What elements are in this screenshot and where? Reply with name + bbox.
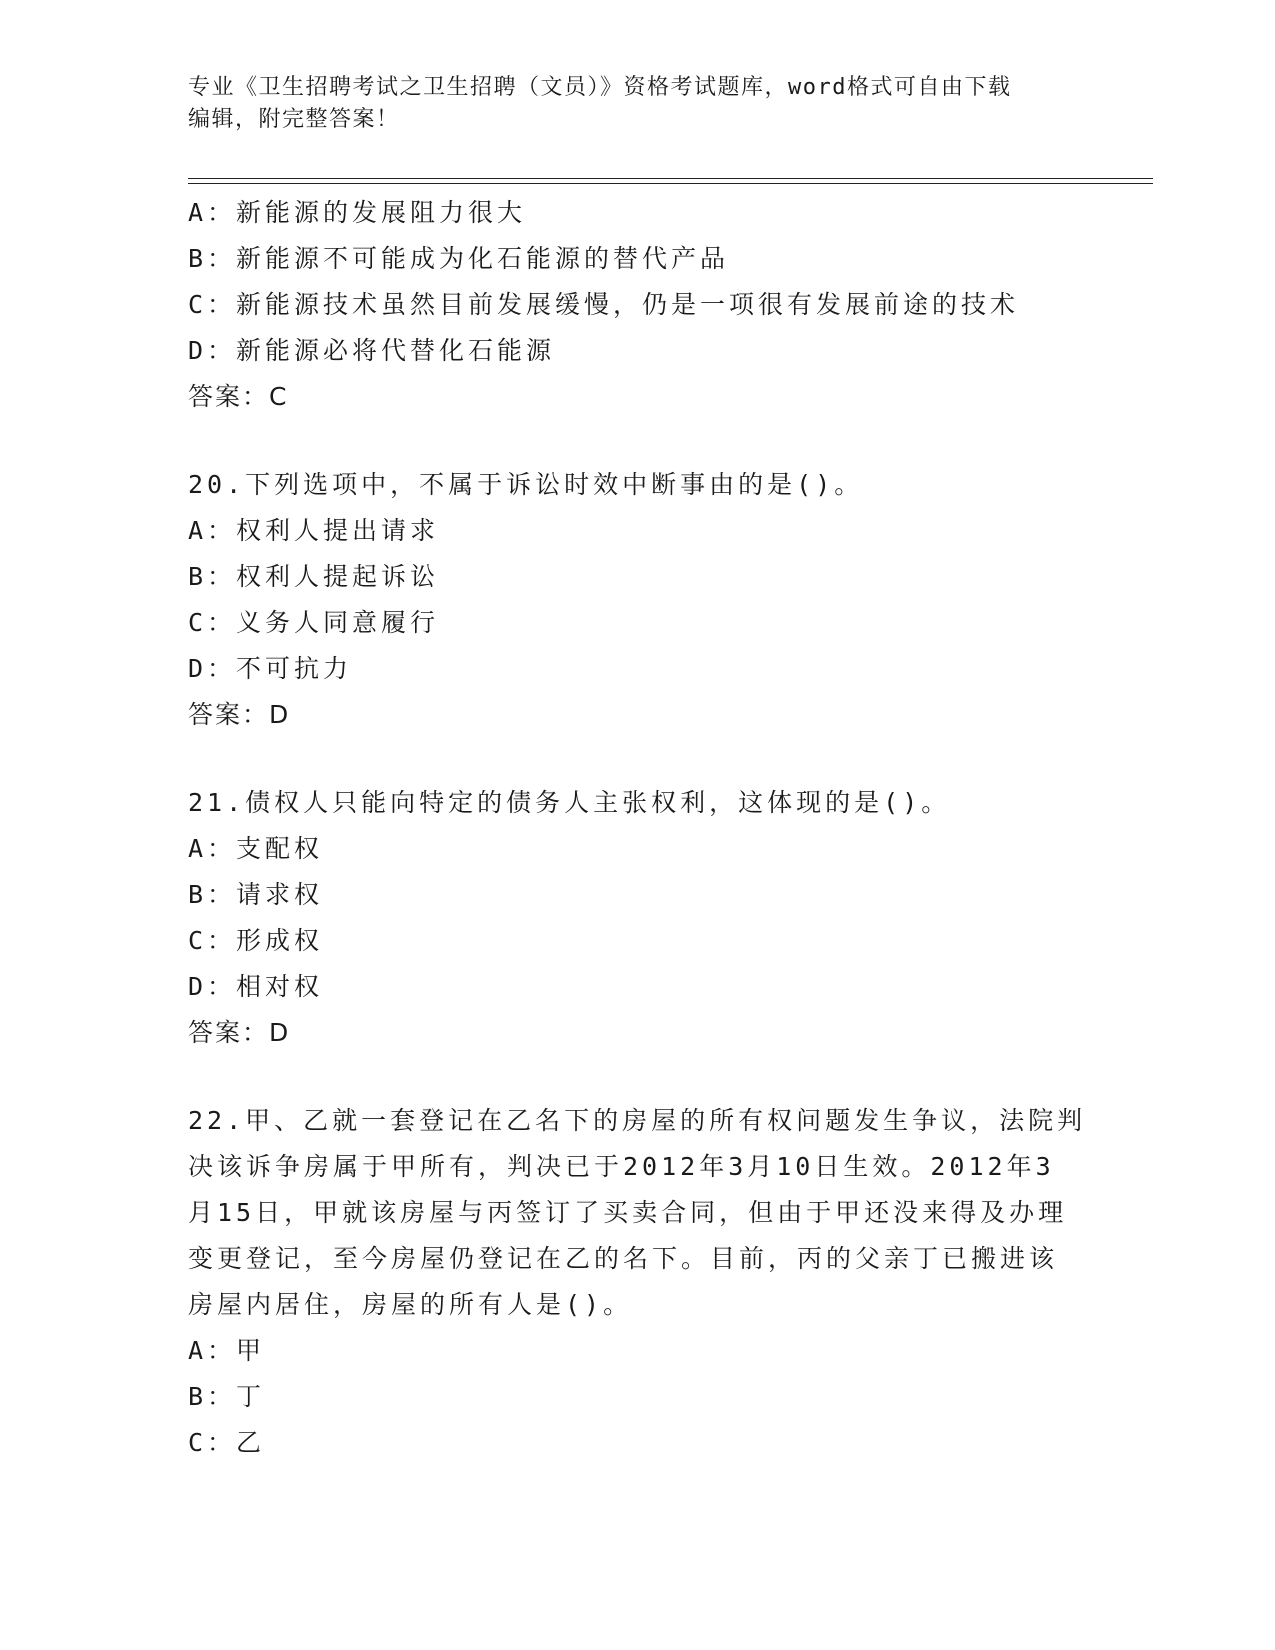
option-a: A：新能源的发展阻力很大 — [188, 198, 527, 227]
question-stem-line: 22.甲、乙就一套登记在乙名下的房屋的所有权问题发生争议，法院判 — [188, 1106, 1087, 1135]
spacer — [188, 1056, 1088, 1098]
question-20 — [188, 462, 1088, 738]
option-c: C：形成权 — [188, 926, 324, 955]
spacer — [188, 420, 1088, 462]
option-d: D：不可抗力 — [188, 654, 353, 683]
question-21 — [188, 780, 1088, 1056]
question-stem — [188, 1098, 1088, 1328]
document-header — [188, 72, 1088, 136]
option-c: C：义务人同意履行 — [188, 608, 440, 637]
option-b: B：丁 — [188, 1382, 266, 1411]
question-stem: 21.债权人只能向特定的债务人主张权利，这体现的是()。 — [188, 788, 951, 817]
header-line-2: 编辑，附完整答案！ — [188, 107, 400, 132]
option-c: C：新能源技术虽然目前发展缓慢，仍是一项很有发展前途的技术 — [188, 290, 1020, 319]
question-stem-line: 决该诉争房属于甲所有，判决已于2012年3月10日生效。2012年3 — [188, 1152, 1055, 1181]
option-d: D：相对权 — [188, 972, 324, 1001]
option-a: A：支配权 — [188, 834, 324, 863]
header-line-1: 专业《卫生招聘考试之卫生招聘（文员）》资格考试题库，word格式可自由下载 — [188, 75, 1012, 100]
answer: 答案：C — [188, 382, 289, 411]
question-list — [188, 190, 1088, 1466]
header-divider-bottom — [188, 183, 1153, 184]
option-b: B：请求权 — [188, 880, 324, 909]
question-stem: 20.下列选项中，不属于诉讼时效中断事由的是()。 — [188, 470, 864, 499]
option-d: D：新能源必将代替化石能源 — [188, 336, 556, 365]
question-stem-line: 月15日，甲就该房屋与丙签订了买卖合同，但由于甲还没来得及办理 — [188, 1198, 1068, 1227]
option-b: B：权利人提起诉讼 — [188, 562, 440, 591]
option-b: B：新能源不可能成为化石能源的替代产品 — [188, 244, 730, 273]
option-c: C：乙 — [188, 1428, 266, 1457]
question-19 — [188, 190, 1088, 420]
answer: 答案：D — [188, 700, 291, 729]
spacer — [188, 738, 1088, 780]
question-stem-line: 变更登记，至今房屋仍登记在乙的名下。目前，丙的父亲丁已搬进该 — [188, 1244, 1059, 1273]
question-22 — [188, 1098, 1088, 1466]
question-stem-line: 房屋内居住，房屋的所有人是()。 — [188, 1290, 633, 1319]
header-divider-top — [188, 178, 1153, 179]
answer: 答案：D — [188, 1018, 291, 1047]
option-a: A：权利人提出请求 — [188, 516, 440, 545]
option-a: A：甲 — [188, 1336, 266, 1365]
